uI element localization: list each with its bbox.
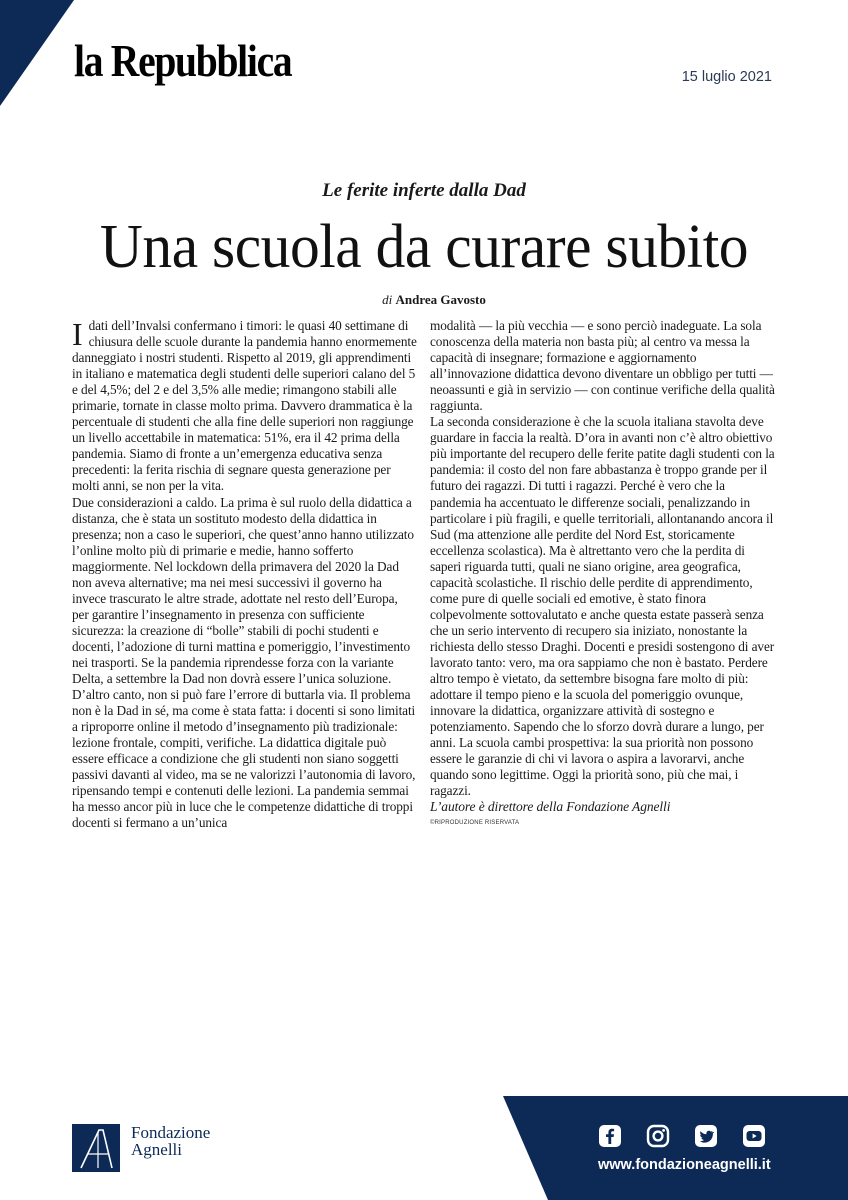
article-kicker: Le ferite inferte dalla Dad <box>322 180 526 201</box>
publication-date: 15 luglio 2021 <box>681 69 772 85</box>
article-headline: Una scuola da curare subito <box>99 213 749 281</box>
top-corner-band <box>0 0 74 106</box>
article-paragraph: modalità — la più vecchia — e sono perciò inadeguate. La sola conoscenza della materia non basta più; al centro va messa la capacità di insegnare; formazione e aggiornamento all’innovazione didattica devono diventare un obbligo per tutti — neoassunti e già in servizio — con continue verifiche della qualità raggiunta. <box>430 318 775 414</box>
social-links <box>597 1123 767 1149</box>
website-link[interactable]: www.fondazioneagnelli.it <box>598 1157 771 1173</box>
copyright-note: ©RIPRODUZIONE RISERVATA <box>430 820 520 827</box>
facebook-icon[interactable] <box>597 1123 623 1149</box>
youtube-icon[interactable] <box>741 1123 767 1149</box>
article-byline <box>0 292 848 308</box>
author-name: Andrea Gavosto <box>395 292 486 307</box>
instagram-icon[interactable] <box>645 1123 671 1149</box>
newspaper-masthead: la Repubblica <box>74 35 292 86</box>
article-column-left <box>72 318 417 832</box>
article-paragraph: La seconda considerazione è che la scuola italiana stavolta deve guardare in faccia la realtà. D’ora in avanti non c’è altro obiettivo più importante del recupero delle ferite patite dagli studenti con la pandemia: il costo del non fare abbastanza è troppo grande per il futuro dei ragazzi. Di tutti i ragazzi. Perché è vero che la pandemia ha accentuato le differenze sociali, penalizzando in particolare i più fragili, e quelle territoriali, allontanando ancora il Sud (ma attenzione alle perdite del Nord Est, storicamente eccellenza scolastica). Ma è altrettanto vero che la perdita di saperi riguarda tutti, quali ne siano origine, area geografica, capacità scolastiche. Il rischio delle perdite di apprendimento, come pure di quelle sociali ed emotive, è stato finora colpevolmente sottovalutato e anche questa estate passerà senza che un serio intervento di recupero sia iniziato, nonostante la richiesta dello stesso Draghi. Docenti e presidi sostengono di aver lavorato tanto: vero, ma ora sappiamo che non è bastato. Perdere altro tempo è vietato, da settembre bisogna fare molto di più: adottare il tempo pieno e la scuola del pomeriggio ovunque, innovare la didattica, organizzare attività di sostegno e potenziamento. Sapendo che lo sforzo dovrà durare a lungo, per anni. La scuola cambi prospettiva: la sua priorità non possono essere le garanzie di chi vi lavora o aspira a lavorarvi, anche quando sono legittime. Oggi la priorità sono, più che mai, i ragazzi. <box>430 414 775 799</box>
byline-prefix: di <box>382 292 393 307</box>
fondazione-agnelli-logo-text: Fondazione Agnelli <box>131 1123 211 1159</box>
drop-cap: I <box>72 316 83 352</box>
article-paragraph: Due considerazioni a caldo. La prima è sul ruolo della didattica a distanza, che è stata un sostituto modesto della didattica in presenza; non a caso le superiori, che quest’anno hanno utilizzato l’online molto più di primarie e medie, hanno sofferto maggiormente. Nel lockdown della primavera del 2020 la Dad non aveva alternative; ma nei mesi successivi il governo ha invece trascurato le altre strade, adottate nel resto dell’Europa, per garantire l’insegnamento in presenza con sufficiente sicurezza: la creazione di “bolle” stabili di pochi studenti e docenti, l’adozione di turni mattina e pomeriggio, l’investimento nei trasporti. Se la pandemia riprendesse forza con la variante Delta, a settembre la Dad non dovrà essere l’unica soluzione. D’altro canto, non si può fare l’errore di buttarla via. Il problema non è la Dad in sé, ma come è stata fatta: i docenti si sono limitati a riproporre online il metodo d’insegnamento più tradizionale: lezione frontale, compiti, verifiche. La didattica digitale può essere efficace a condizione che gli studenti non siano soggetti passivi davanti al video, ma se ne valorizzi l’autonomia di lavoro, ripensando tempi e contenuti delle lezioni. La pandemia semmai ha messo ancor più in luce che le competenze didattiche di troppi docenti si fermano a un’unica <box>72 494 416 831</box>
article-paragraph: Idati dell’Invalsi confermano i timori: le quasi 40 settimane di chiusura delle scuole durante la pandemia hanno enormemente danneggiato i nostri studenti. Rispetto al 2019, gli apprendimenti in italiano e matematica degli studenti delle superiori calano del 5 e del 4,5%; del 2 e del 3,5% alle medie; rimangono stabili alle primarie, tornate in classe molto prima. Davvero drammatica è la percentuale di studenti che alla fine delle superiori non raggiunge un livello accettabile in matematica: 51%, era il 42 prima della pandemia. Siamo di fronte a un’emergenza educativa senza precedenti: la ferita rischia di segnare questa generazione per molti anni, se non per la vita. <box>72 316 417 494</box>
article-column-right <box>430 318 775 832</box>
twitter-icon[interactable] <box>693 1123 719 1149</box>
author-note: L’autore è direttore della Fondazione Agnelli <box>430 799 671 815</box>
fondazione-agnelli-logo-mark <box>72 1124 120 1172</box>
